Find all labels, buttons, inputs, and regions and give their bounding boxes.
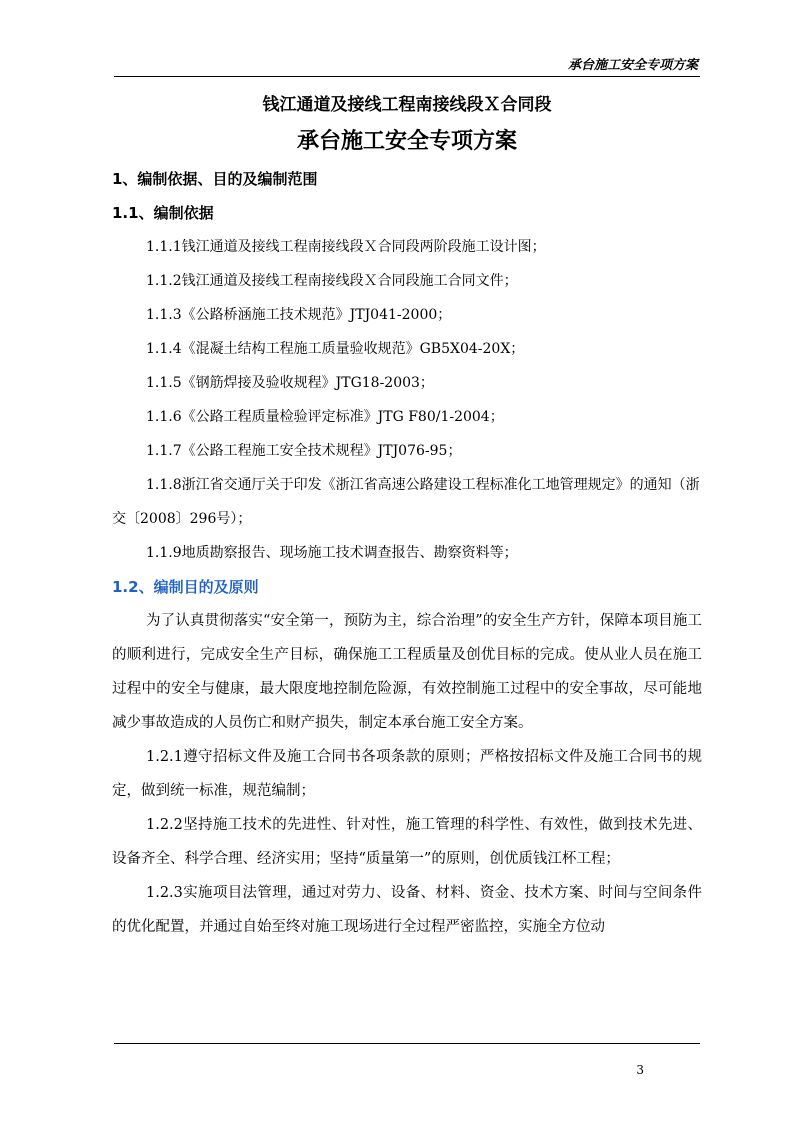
basis-item-4: 1.1.4《混凝土结构工程施工质量验收规范》GB5X04-20X； xyxy=(146,341,525,357)
header-rule xyxy=(114,76,700,77)
basis-item-7: 1.1.7《公路工程施工安全技术规程》JTJ076-95； xyxy=(146,443,462,459)
basis-item-6: 1.1.6《公路工程质量检验评定标准》JTG F80/1-2004； xyxy=(146,409,504,425)
document-body xyxy=(112,88,702,944)
basis-item-2: 1.1.2钱江通道及接线工程南接线段Ｘ合同段施工合同文件； xyxy=(146,273,518,289)
section-heading-1-1: 1.1、编制依据 xyxy=(112,204,214,222)
section-heading-1-2: 1.2、编制目的及原则 xyxy=(112,578,259,596)
page-number: 3 xyxy=(636,1063,644,1077)
basis-item-1: 1.1.1钱江通道及接线工程南接线段Ｘ合同段两阶段施工设计图； xyxy=(146,239,546,255)
basis-item-3: 1.1.3《公路桥涵施工技术规范》JTJ041-2000； xyxy=(146,307,452,323)
principle-paragraph-1-2-1: 1.2.1遵守招标文件及施工合同书各项条款的原则；严格按招标文件及施工合同书的规定，做到统一标准，规范编制； xyxy=(112,749,702,799)
section-heading-1: 1、编制依据、目的及编制范围 xyxy=(112,170,318,188)
running-header-title: 承台施工安全专项方案 xyxy=(567,58,698,73)
principle-paragraph-1-2-2: 1.2.2坚持施工技术的先进性、针对性，施工管理的科学性、有效性，做到技术先进、设备齐全、科学合理、经济实用；坚持“质量第一”的原则，创优质钱江杯工程； xyxy=(112,817,702,867)
basis-item-9: 1.1.9地质勘察报告、现场施工技术调查报告、勘察资料等； xyxy=(146,545,518,561)
document-title-line2: 承台施工安全专项方案 xyxy=(296,129,517,154)
basis-item-8: 1.1.8浙江省交通厅关于印发《浙江省高速公路建设工程标准化工地管理规定》的通知（浙交〔2008〕296号）； xyxy=(112,477,700,527)
intro-paragraph: 为了认真贯彻落实“安全第一，预防为主，综合治理”的安全生产方针，保障本项目施工的顺利进行，完成安全生产目标，确保施工工程质量及创优目标的完成。使从业人员在施工过程中的安全与健康，最大限度地控制危险源，有效控制施工过程中的安全事故，尽可能地减少事故造成的人员伤亡和财产损失，制定本承台施工安全方案。 xyxy=(112,613,702,731)
document-title-line1: 钱江通道及接线工程南接线段Ｘ合同段 xyxy=(262,95,552,115)
principle-paragraph-1-2-3: 1.2.3实施项目法管理，通过对劳力、设备、材料、资金、技术方案、时间与空间条件的优化配置，并通过自始至终对施工现场进行全过程严密监控，实施全方位动 xyxy=(112,885,702,935)
footer-rule xyxy=(114,1043,700,1044)
basis-item-5: 1.1.5《钢筋焊接及验收规程》JTG18-2003； xyxy=(146,375,434,391)
